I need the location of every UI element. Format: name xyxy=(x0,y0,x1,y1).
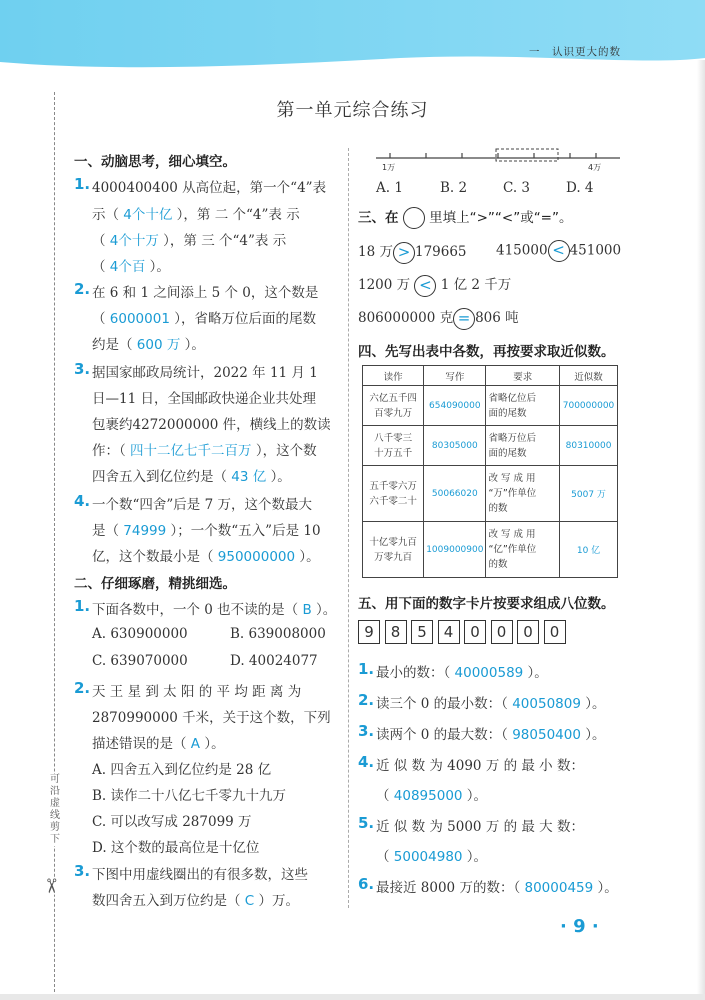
empty-circle-icon xyxy=(403,207,425,229)
column-header: 写作 xyxy=(424,366,486,386)
cell-read: 六亿五千四 百零九万 xyxy=(363,386,424,426)
axis-label-right: 4万 xyxy=(588,163,602,172)
cell-requirement: 省略亿位后 面的尾数 xyxy=(486,386,560,426)
question-text: 亿，这个数最小是（ 950000000 ）。 xyxy=(92,549,320,565)
answer: A xyxy=(186,736,205,752)
choice-d: D. 这个数的最高位是十亿位 xyxy=(92,840,260,856)
digit-card: 0 xyxy=(464,620,486,644)
answer: B xyxy=(298,602,317,618)
choice-c: C. 639070000 xyxy=(92,653,188,669)
digit-card: 0 xyxy=(517,620,539,644)
question-number: 1. xyxy=(74,175,91,193)
digit-card: 4 xyxy=(438,620,460,644)
cell-requirement: 改 写 成 用 “亿”作单位 的数 xyxy=(486,522,560,578)
table-header-row xyxy=(363,366,618,386)
question-text: 最小的数：（ 40000589 ）。 xyxy=(376,665,548,681)
question-text: 天 王 星 到 太 阳 的 平 均 距 离 为 xyxy=(92,684,302,700)
question-number: 4. xyxy=(358,753,375,771)
choice-c: C. 可以改写成 287099 万 xyxy=(92,814,252,830)
choice-d: D. 4 xyxy=(566,180,594,196)
question-number: 2. xyxy=(358,691,375,709)
question-number: 6. xyxy=(358,875,375,893)
column-header: 读作 xyxy=(363,366,424,386)
question-number: 2. xyxy=(74,679,91,697)
section3-title: 三、在 里填上“>”“<”或“=”。 xyxy=(358,206,573,229)
compare-answer: < xyxy=(548,240,570,262)
column-divider xyxy=(348,148,349,908)
question-text: 读两个 0 的最大数：（ 98050400 ）。 xyxy=(376,727,606,743)
cell-write: 80305000 xyxy=(424,426,486,466)
number-line-ticks xyxy=(390,153,596,158)
choice-a: A. 1 xyxy=(376,180,403,196)
question-text: 近 似 数 为 4090 万 的 最 小 数： xyxy=(376,758,584,774)
page-title: 第一单元综合练习 xyxy=(276,100,429,121)
answer: 98050400 xyxy=(507,727,586,743)
table-row xyxy=(363,386,618,426)
compare-row: 415000 < 451000 xyxy=(496,240,621,262)
answer: 40000589 xyxy=(450,665,528,681)
question-text: 近 似 数 为 5000 万 的 最 大 数： xyxy=(376,819,584,835)
answer: 4个十万 xyxy=(105,233,164,249)
answer: 四十二亿七千二百万 xyxy=(125,443,256,459)
question-number: 1. xyxy=(74,597,91,615)
question-text: 在 6 和 1 之间添上 5 个 0，这个数是 xyxy=(92,285,319,301)
cell-requirement: 改 写 成 用 “万”作单位 的数 xyxy=(486,466,560,522)
table-row xyxy=(363,466,618,522)
answer: 80000459 xyxy=(520,880,598,896)
cell-write: 1009000900 xyxy=(424,522,486,578)
digit-cards xyxy=(358,620,566,644)
column-header: 近似数 xyxy=(560,366,618,386)
compare-answer: < xyxy=(414,275,436,297)
question-text: 描述错误的是（ A ）。 xyxy=(92,736,225,752)
question-text: 据国家邮政局统计，2022 年 11 月 1 xyxy=(92,365,318,381)
question-number: 4. xyxy=(74,492,91,510)
question-text: 四舍五入到亿位约是（ 43 亿 ）。 xyxy=(92,469,291,485)
digit-card: 0 xyxy=(491,620,513,644)
question-text: 最接近 8000 万的数：（ 80000459 ）。 xyxy=(376,880,618,896)
compare-answer: > xyxy=(393,242,415,264)
question-text: 4000400400 从高位起，第一个“4”表 xyxy=(92,180,327,196)
question-number: 3. xyxy=(74,862,91,880)
cell-approx: 80310000 xyxy=(560,426,618,466)
choice-d: D. 40024077 xyxy=(230,653,318,669)
question-text: （ 4个十万 ），第 三 个“4”表 示 xyxy=(92,233,287,249)
question-text: 数四舍五入到万位约是（ C ）万。 xyxy=(92,893,300,909)
choice-b: B. 读作二十八亿七千零九十九万 xyxy=(92,788,287,804)
cell-approx: 10 亿 xyxy=(560,522,618,578)
choice-b: B. 2 xyxy=(440,180,468,196)
compare-row: 1200 万 < 1 亿 2 千万 xyxy=(358,273,511,297)
question-number: 2. xyxy=(74,280,91,298)
question-text: 日—11 日，全国邮政快递企业共处理 xyxy=(92,391,316,407)
digit-card: 5 xyxy=(411,620,433,644)
question-text: 约是（ 600 万 ）。 xyxy=(92,337,205,353)
question-text: 2870990000 千米，关于这个数，下列 xyxy=(92,710,331,726)
cell-write: 654090000 xyxy=(424,386,486,426)
question-text: 下面各数中，一个 0 也不读的是（ B ）。 xyxy=(92,602,337,618)
answer: 6000001 xyxy=(105,311,175,327)
digit-card: 9 xyxy=(358,620,380,644)
page-bottom-edge xyxy=(0,994,705,1000)
question-text: （ 6000001 ），省略万位后面的尾数 xyxy=(92,311,316,327)
choice-a: A. 四舍五入到亿位约是 28 亿 xyxy=(92,762,272,778)
question-text: （ 50004980 ）。 xyxy=(376,849,488,865)
answer: 50004980 xyxy=(389,849,467,865)
question-number: 5. xyxy=(358,814,375,832)
top-banner xyxy=(0,0,705,80)
question-text: 下图中用虚线圈出的有很多数，这些 xyxy=(92,867,308,883)
compare-answer: = xyxy=(453,308,475,330)
question-text: 作：（ 四十二亿七千二百万 ），这个数 xyxy=(92,443,317,459)
choice-c: C. 3 xyxy=(503,180,531,196)
answer: C xyxy=(240,893,259,909)
cell-read: 十亿零九百 万零九百 xyxy=(363,522,424,578)
question-text: （ 40895000 ）。 xyxy=(376,788,488,804)
answer: 40050809 xyxy=(507,696,586,712)
page-edge-shadow xyxy=(697,60,705,1000)
digit-card: 8 xyxy=(385,620,407,644)
question-text: 一个数“四舍”后是 7 万，这个数最大 xyxy=(92,497,312,513)
question-number: 1. xyxy=(358,660,375,678)
cell-read: 八千零三 十万五千 xyxy=(363,426,424,466)
cell-write: 50066020 xyxy=(424,466,486,522)
compare-row: 18 万 > 179665 xyxy=(358,240,467,264)
unit-header-label: 一 认识更大的数 xyxy=(529,46,621,58)
answer: 74999 xyxy=(119,523,171,539)
answer: 950000000 xyxy=(213,549,300,565)
answer: 600 万 xyxy=(132,337,185,353)
question-text: 包裹约4272000000 件，横线上的数读 xyxy=(92,417,331,433)
section2-title: 二、仔细琢磨，精挑细选。 xyxy=(74,576,236,592)
section5-title: 五、用下面的数字卡片按要求组成八位数。 xyxy=(358,596,615,612)
question-text: 读三个 0 的最小数：（ 40050809 ）。 xyxy=(376,696,606,712)
choice-b: B. 639008000 xyxy=(230,626,326,642)
cell-approx: 5007 万 xyxy=(560,466,618,522)
table-row xyxy=(363,426,618,466)
cut-dashed-line xyxy=(54,92,55,992)
page-number: · 9 · xyxy=(560,916,599,937)
cut-hint: 可 沿 虚 线 剪 下 xyxy=(50,774,60,845)
answer: 4个十亿 xyxy=(119,207,177,223)
scissors-icon: ✂ xyxy=(39,877,64,895)
digit-card: 0 xyxy=(544,620,566,644)
question-number: 3. xyxy=(358,722,375,740)
approximation-table xyxy=(362,365,618,578)
cell-requirement: 省略万位后 面的尾数 xyxy=(486,426,560,466)
table-row xyxy=(363,522,618,578)
question-text: （ 4个百 ）。 xyxy=(92,259,170,275)
question-text: 示（ 4个十亿 ），第 二 个“4”表 示 xyxy=(92,207,300,223)
column-header: 要求 xyxy=(486,366,560,386)
answer: 4个百 xyxy=(105,259,150,275)
number-line-figure xyxy=(372,148,622,174)
axis-label-left: 1万 xyxy=(382,163,396,172)
answer: 43 亿 xyxy=(227,469,271,485)
question-number: 3. xyxy=(74,360,91,378)
compare-row: 806000000 克 = 806 吨 xyxy=(358,306,519,330)
choice-a: A. 630900000 xyxy=(92,626,188,642)
section1-title: 一、动脑思考，细心填空。 xyxy=(74,154,236,170)
cell-approx: 700000000 xyxy=(560,386,618,426)
cell-read: 五千零六万 六千零二十 xyxy=(363,466,424,522)
answer: 40895000 xyxy=(389,788,467,804)
section4-title: 四、先写出表中各数，再按要求取近似数。 xyxy=(358,344,615,360)
dashed-selection-box xyxy=(496,149,558,161)
question-text: 是（ 74999 ）；一个数“五入”后是 10 xyxy=(92,523,321,539)
